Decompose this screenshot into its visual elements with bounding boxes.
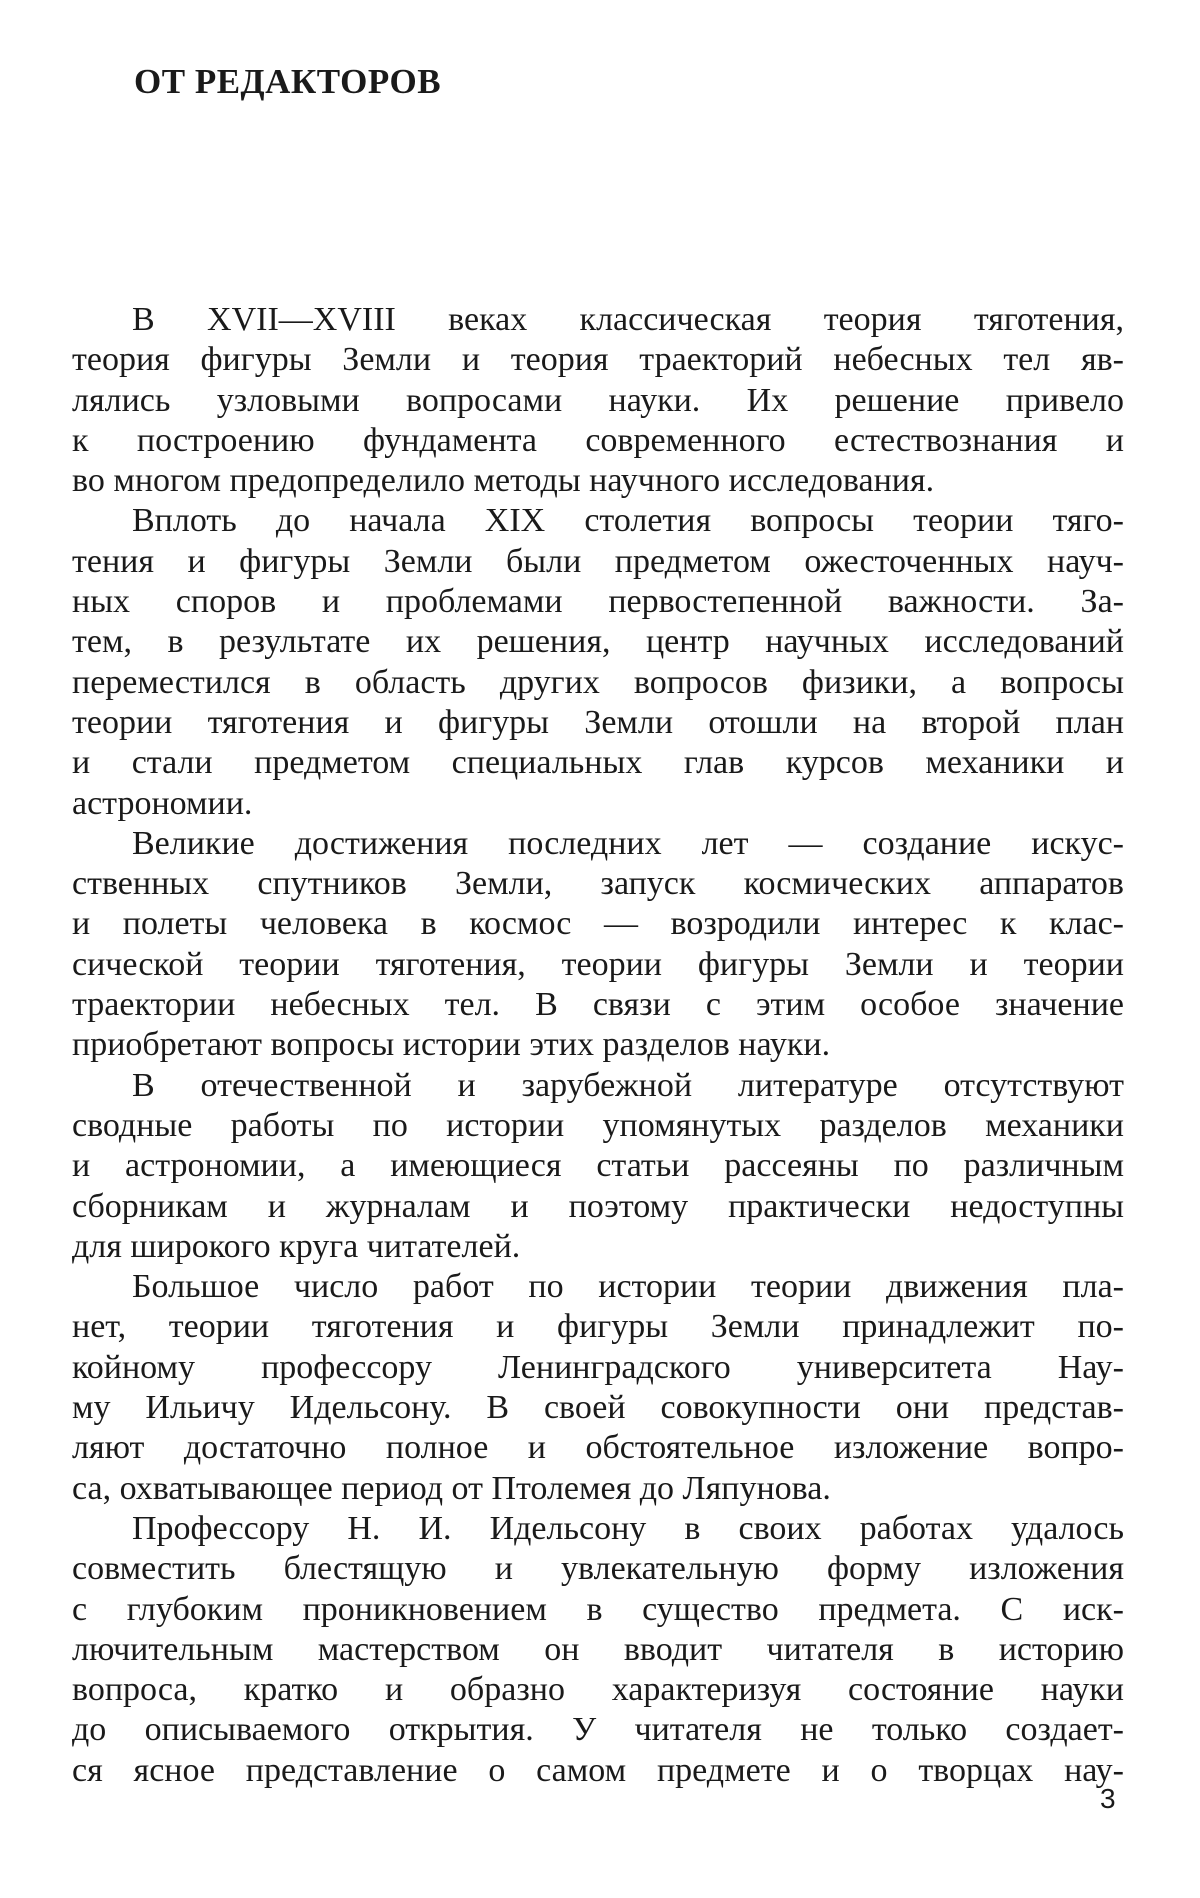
text-line: Большое число работ по истории теории движения пла- xyxy=(132,1268,1124,1306)
text-line: теории тяготения и фигуры Земли отошли на второй план xyxy=(72,703,1124,741)
text-line: до описываемого открытия. У читателя не только создает- xyxy=(72,1711,1124,1749)
text-line: са, охватывающее период от Птолемея до Ляпунова. xyxy=(72,1469,831,1507)
text-line: совместить блестящую и увлекательную форму изложения xyxy=(72,1550,1124,1588)
text-line: ных споров и проблемами первостепенной важности. За- xyxy=(72,583,1124,621)
text-line: к построению фундамента современного естествознания и xyxy=(72,421,1124,459)
text-line: койному профессору Ленинградского университета Нау- xyxy=(72,1348,1124,1386)
text-line: Профессору Н. И. Идельсону в своих работах удалось xyxy=(132,1509,1124,1547)
page-number: 3 xyxy=(1100,1783,1116,1814)
text-line: сической теории тяготения, теории фигуры Земли и теории xyxy=(72,945,1124,983)
text-line: В отечественной и зарубежной литературе отсутствуют xyxy=(132,1066,1124,1104)
text-line: астрономии. xyxy=(72,784,253,822)
text-line: и полеты человека в космос — возродили интерес к клас- xyxy=(72,905,1124,943)
text-line: ляют достаточно полное и обстоятельное изложение вопро- xyxy=(72,1429,1124,1467)
text-line: во многом предопределило методы научного исследования. xyxy=(72,462,935,500)
text-line: траектории небесных тел. В связи с этим особое значение xyxy=(72,986,1124,1024)
text-line: и стали предметом специальных глав курсов механики и xyxy=(72,744,1124,782)
text-line: тения и фигуры Земли были предметом ожесточенных науч- xyxy=(72,542,1124,580)
text-line: теория фигуры Земли и теория траекторий небесных тел яв- xyxy=(72,341,1124,379)
text-line: с глубоким проникновением в существо предмета. С иск- xyxy=(72,1590,1124,1628)
body-text xyxy=(72,300,1124,1791)
text-line: лючительным мастерством он вводит читателя в историю xyxy=(72,1630,1124,1668)
text-line: тем, в результате их решения, центр научных исследований xyxy=(72,623,1124,661)
text-line: нет, теории тяготения и фигуры Земли принадлежит по- xyxy=(72,1308,1124,1346)
text-line: ственных спутников Земли, запуск космических аппаратов xyxy=(72,865,1124,903)
text-line: сборникам и журналам и поэтому практически недоступны xyxy=(72,1187,1124,1225)
text-line: В XVII—XVIII веках классическая теория тяготения, xyxy=(132,301,1124,338)
text-line: вопроса, кратко и образно характеризуя состояние науки xyxy=(72,1671,1124,1709)
text-line: для широкого круга читателей. xyxy=(72,1227,521,1265)
page-heading: ОТ РЕДАКТОРОВ xyxy=(134,62,442,101)
text-line: лялись узловыми вопросами науки. Их решение привело xyxy=(72,381,1124,419)
text-line: Великие достижения последних лет — создание искус- xyxy=(132,824,1124,862)
text-line: и астрономии, а имеющиеся статьи рассеяны по различным xyxy=(72,1147,1124,1185)
text-line: ся ясное представление о самом предмете и о творцах нау- xyxy=(72,1751,1124,1789)
text-line: приобретают вопросы истории этих разделов науки. xyxy=(72,1026,831,1064)
text-line: переместился в область других вопросов физики, а вопросы xyxy=(72,663,1124,701)
text-line: сводные работы по истории упомянутых разделов механики xyxy=(72,1106,1124,1144)
text-line: му Ильичу Идельсону. В своей совокупности они представ- xyxy=(72,1389,1124,1427)
text-line: Вплоть до начала XIX столетия вопросы теории тяго- xyxy=(132,502,1124,540)
